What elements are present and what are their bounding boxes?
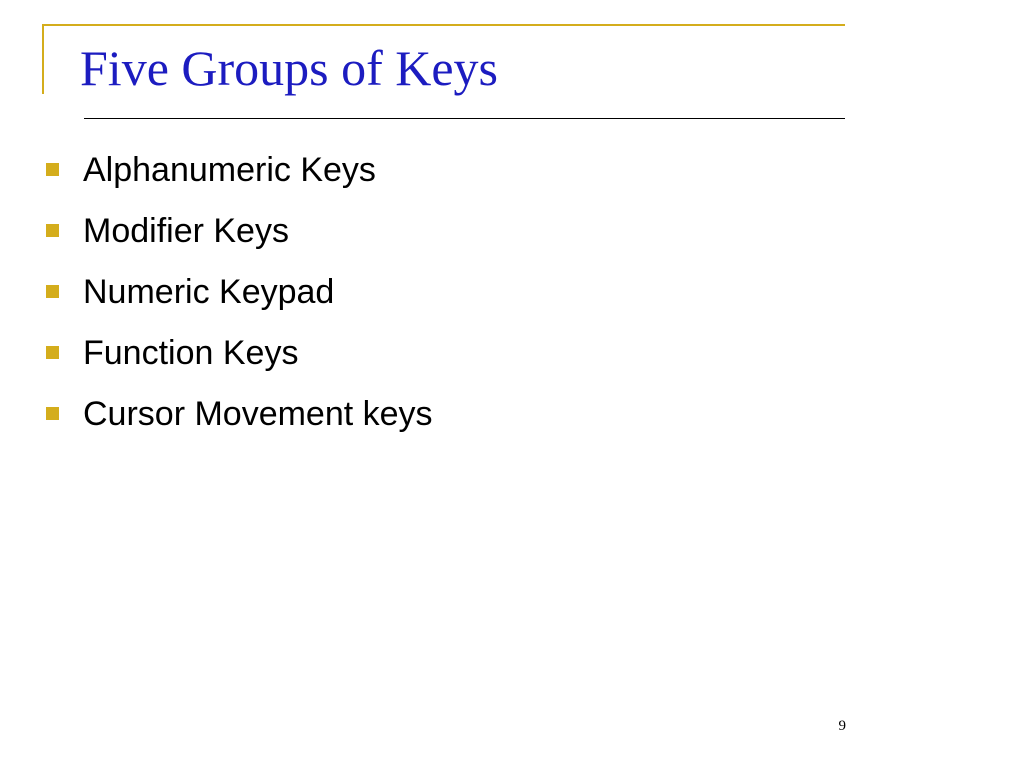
accent-frame-top <box>42 24 845 26</box>
list-item <box>46 383 433 444</box>
square-bullet-icon <box>46 285 59 298</box>
list-item <box>46 261 433 322</box>
page-number: 9 <box>838 718 846 734</box>
bullet-text: Alphanumeric Keys <box>83 150 376 189</box>
accent-frame-left <box>42 24 44 94</box>
square-bullet-icon <box>46 407 59 420</box>
bullet-text: Modifier Keys <box>83 211 289 250</box>
square-bullet-icon <box>46 346 59 359</box>
list-item <box>46 322 433 383</box>
list-item <box>46 200 433 261</box>
bullet-text: Function Keys <box>83 333 299 372</box>
square-bullet-icon <box>46 163 59 176</box>
square-bullet-icon <box>46 224 59 237</box>
title-underline-rule <box>84 118 845 119</box>
list-item <box>46 139 433 200</box>
bullet-list <box>46 139 433 444</box>
bullet-text: Numeric Keypad <box>83 272 335 311</box>
bullet-text: Cursor Movement keys <box>83 394 433 433</box>
slide-title: Five Groups of Keys <box>80 40 499 96</box>
